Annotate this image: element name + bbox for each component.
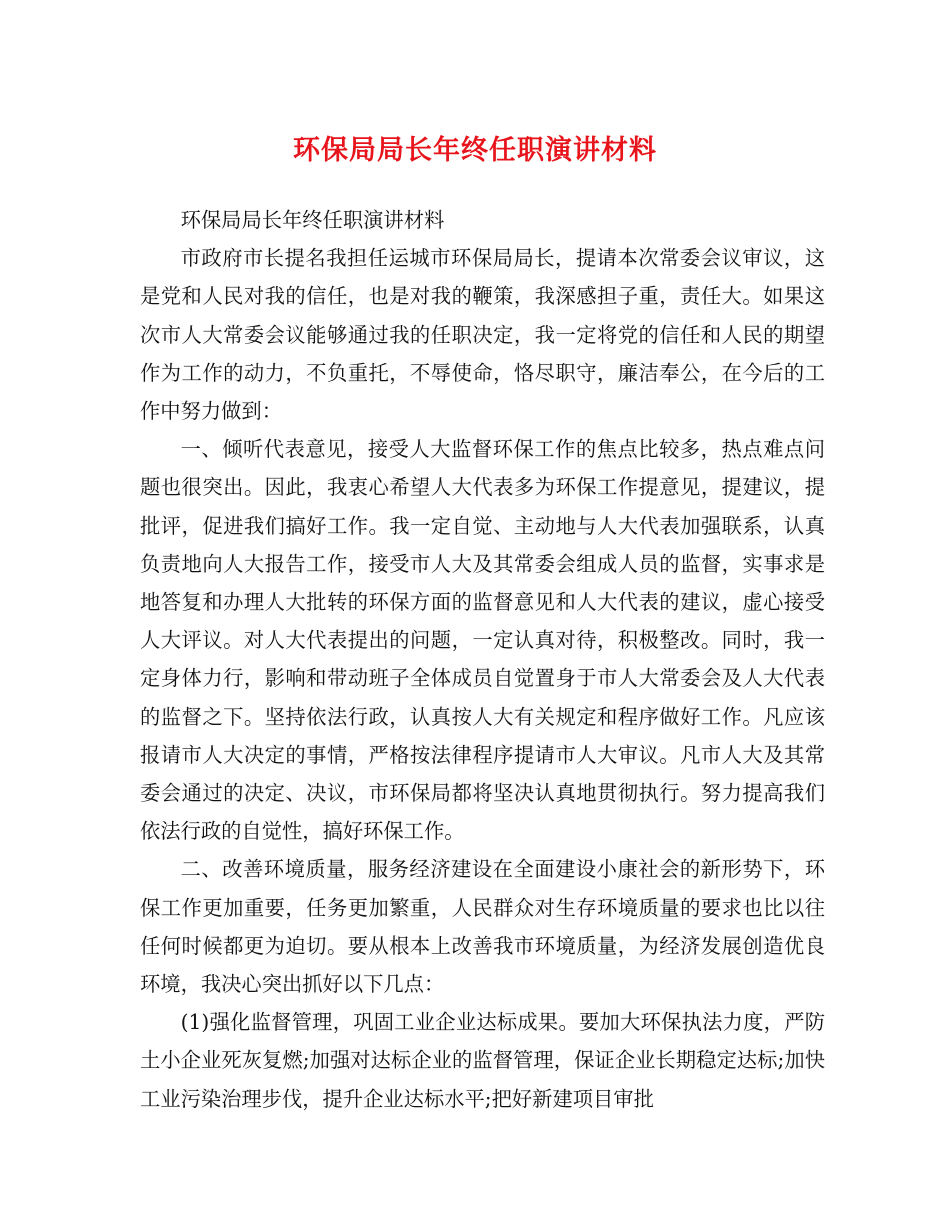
document-title: 环保局局长年终任职演讲材料 (293, 135, 657, 166)
paragraph-intro: 市政府市长提名我担任运城市环保局局长，提请本次常委会议审议，这是党和人民对我的信任，也是对我的鞭策，我深感担子重，责任大。如果这次市人大常委会议能够通过我的任职决定，我一定将党的信任和人民的期望作为工作的动力，不负重托，不辱使命，恪尽职守，廉洁奉公，在今后的工作中努力做到： (140, 246, 825, 424)
paragraph-section-one: 一、倾听代表意见，接受人大监督环保工作的焦点比较多，热点难点问题也很突出。因此，我衷心希望人大代表多为环保工作提意见，提建议，提批评，促进我们搞好工作。我一定自觉、主动地与人大代表加强联系，认真负责地向人大报告工作，接受市人大及其常委会组成人员的监督，实事求是地答复和办理人大批转的环保方面的监督意见和人大代表的建议，虚心接受人大评议。对人大代表提出的问题，一定认真对待，积极整改。同时，我一定身体力行，影响和带动班子全体成员自觉置身于市人大常委会及人大代表的监督之下。坚持依法行政，认真按人大有关规定和程序做好工作。凡应该报请市人大决定的事情，严格按法律程序提请市人大审议。凡市人大及其常委会通过的决定、决议，市环保局都将坚决认真地贯彻执行。努力提高我们依法行政的自觉性，搞好环保工作。 (140, 437, 825, 844)
paragraph-item-one: (1)强化监督管理，巩固工业企业达标成果。要加大环保执法力度，严防土小企业死灰复燃;加强对达标企业的监督管理，保证企业长期稳定达标;加快工业污染治理步伐，提升企业达标水平;把好新建项目审批 (140, 1010, 825, 1111)
paragraph-subtitle: 环保局局长年终任职演讲材料 (180, 208, 445, 232)
document-body (140, 201, 825, 1118)
paragraph-section-two: 二、改善环境质量，服务经济建设在全面建设小康社会的新形势下，环保工作更加重要，任务更加繁重，人民群众对生存环境质量的要求也比以往任何时候都更为迫切。要从根本上改善我市环境质量，为经济发展创造优良环境，我决心突出抓好以下几点： (140, 857, 825, 997)
